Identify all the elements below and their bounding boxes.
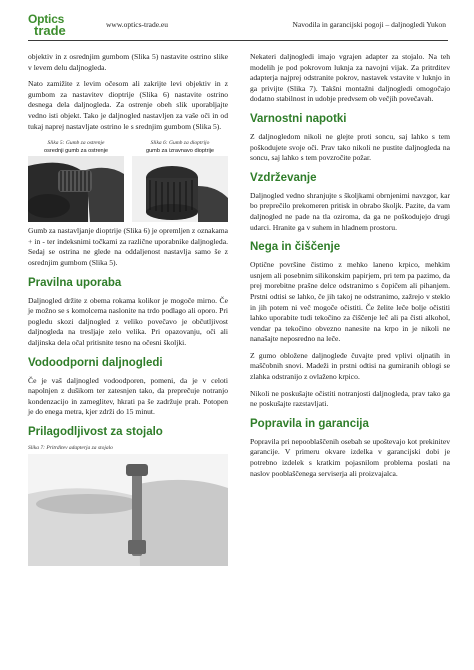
figure-5-caption: Slika 5: Gumb za ostrenje [47,140,105,147]
paragraph-care-3: Nikoli ne poskušajte očistiti notranjosti daljnogleda, prav tako ga ne poskušajte razstavljati. [250,388,450,409]
logo-text-bottom: trade [34,23,66,38]
paragraph-waterproof: Če je vaš daljnogled vodoodporen, pomeni, da je v celoti napolnjen z dušikom ter zatesnjen tako, da preprečuje notranjo kondenzacijo in zameglitev, hkrati pa še zadržuje prah. Potopen je do enega metra, kjer zdrži do 15 minut. [28,375,228,417]
paragraph-focus-right: Nato zamižite z levim očesom ali zakrijte levi objektiv in z gumbom za nastavitev dioptrije (Slika 6) nastavite ostrino desnega dela daljnogleda. Za ostrenje obeh slik uporabljajte vedno isti objekt. Tako je daljnogled nastavljen za vaše oči in od tukaj naprej nastavljate ostrino le s srednjim gumbom (Slika 5). [28,79,228,131]
paragraph-tripod: Nekateri daljnogledi imajo vgrajen adapter za stojalo. Na teh modelih je pod pokrovom luknja za navojni vijak. Za pritrditev adapterja najprej odstranite pokrov, nastavek vstavite v luknjo in ga privijte (Slika 7). Takšni montažni daljnogledi omogočajo dodatno stabilnost in udobje predvsem ob večjih povečavah. [250,52,450,104]
heading-proper-use: Pravilna uporaba [28,276,122,289]
figure-5-label: osrednji gumb za ostrenje [43,148,109,155]
logo-text-top: Optics [28,12,65,26]
tripod-adapter-photo [28,454,228,566]
figure-7 [28,445,228,566]
page-header [28,12,448,38]
focus-knob-photo [28,156,124,222]
paragraph-care-1: Optične površine čistimo z mehko laneno krpico, mehkim usnjem ali posebnim silikonskim papirjem, pri tem pa pazimo, da prej morebitne prašne delce odstranimo s čopičem ali pihanjem. Prstni odtisi se lahko, če jih takoj ne odstranimo, zažrejo v steklo in jih potem ni več mogoče očistiti. Če želite leče bolje očistiti lahko uporabite tudi tekočino za čiščenje leč ali pa čisti alkohol, vendar pa tekočino obvezno nanesite na krpo in je nikoli ne nanašajte neposredno na leče. [250,260,450,344]
paragraph-diopter: Gumb za nastavljanje dioptrije (Slika 6) je opremljen z oznakama + in - ter indeksnimi točkami za različne uporabnike daljnogleda. Sedaj se ostrina ne glede na oddaljenost nastavlja samo še z osrednjim gumbom (Slika 5). [28,226,228,267]
heading-waterproof: Vodoodporni daljnogledi [28,356,163,369]
heading-repair-warranty: Popravila in garancija [250,417,369,430]
paragraph-maintenance: Daljnogled vedno shranjujte s školjkami obrnjenimi navzgor, kar bo preprečilo prekomeren pritisk in obrabo školjk. Pazite, da vam daljnogled ne pade na tla oziroma, da ga ne poškodujejo drugi udarci. Hranite ga v suhem in hladnem prostoru. [250,190,450,232]
figure-6-caption: Slika 6: Gumb za dioptrijo [150,140,210,147]
paragraph-focus-left: objektiv in z osrednjim gumbom (Slika 5) nastavite ostrino slike v levem delu daljnogleda. [28,52,228,72]
header-title: Navodila in garancijski pogoji – daljnogledi Yukon [292,20,446,29]
paragraph-care-2: Z gumo obložene daljnogleđe čuvajte pred vplivi oljnatih in maščobnih snovi. Madeži in prstni odtisi na gumiranih oblogi se zlahka odstranijo z ovlaženo krpico. [250,350,450,382]
right-column [250,52,450,485]
optics-trade-logo [28,12,90,38]
header-divider [28,40,448,41]
heading-safety: Varnostni napotki [250,112,347,125]
heading-tripod: Prilagodljivost za stojalo [28,425,163,438]
figure-row [28,140,228,222]
paragraph-proper-use: Daljnogled držite z obema rokama kolikor je mogoče mirno. Če je možno se s komolcema naslonite na trdo podlago ali oporo. Pri pogledu skozi daljnogled z veliko povečavo je občutljivost daljnogleda na tresljaje zelo velika. Pri opazovanju, oči ali daljinska dela očal pritisnite tesno na očesni školjki. [28,295,228,347]
heading-care: Nega in čiščenje [250,241,341,254]
left-column [28,52,228,566]
figure-5 [28,140,124,222]
diopter-knob-photo [132,156,228,222]
figure-6 [132,140,228,222]
header-url: www.optics-trade.eu [106,20,168,29]
figure-7-caption: Slika 7: Pritrditev adapterja za stojalo [28,444,113,451]
paragraph-repair-warranty: Popravila pri nepooblaščenih osebah se upoštevajo kot prekinitev garancije. V primeru okvare izdelka v garancijski dobi je potrebno izdelek s kratkim pojasnilom problema poslati na naslov pooblaščenega serviserja ali proizvajalca. [250,436,450,478]
paragraph-safety: Z daljnogledom nikoli ne glejte proti soncu, saj lahko s tem poškodujete svoje oči. Prav tako nikoli ne pustite daljnogleda na soncu, saj lahko s tem povzročite požar. [250,131,450,163]
heading-maintenance: Vzdrževanje [250,171,317,184]
figure-6-label: gumb za izravnavo dioptrije [145,148,215,155]
